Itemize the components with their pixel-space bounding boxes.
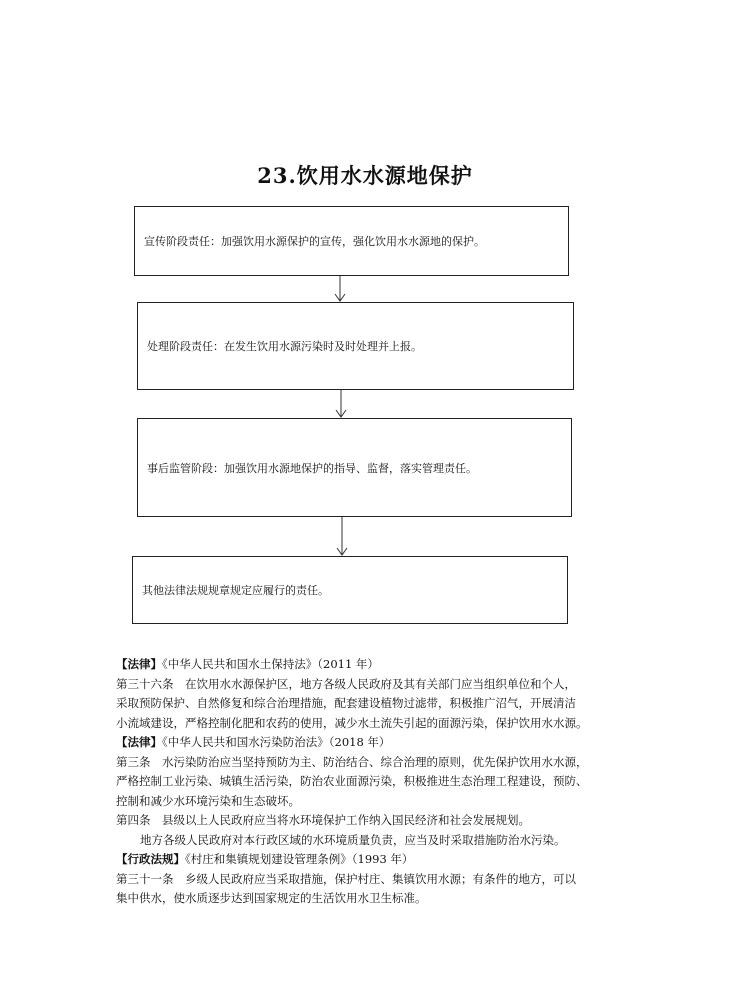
page-title: 23.饮用水水源地保护 [257,163,473,188]
flow-box-publicity-stage [134,206,569,276]
law-text-line: 第三十六条 在饮用水水源保护区，地方各级人民政府及其有关部门应当组织单位和个人， [116,676,576,691]
flow-box-text: 事后监管阶段：加强饮用水源地保护的指导、监督，落实管理责任。 [147,461,477,475]
regulation-tag: 【行政法规】 [116,852,185,866]
law-text-line: 第三条 水污染防治应当坚持预防为主、防治结合、综合治理的原则，优先保护饮用水水源， [116,754,588,769]
law-text-line: 控制和减少水环境污染和生态破坏。 [116,793,300,808]
law-tag: 【法律】 [116,735,162,749]
law-text-line: 严格控制工业污染、城镇生活污染，防治农业面源污染，积极推进生态治理工程建设，预防、 [116,774,588,788]
flow-arrow-down-icon [334,276,346,302]
law-heading [116,655,636,675]
flow-box-handling-stage [137,302,574,390]
flow-arrow-down-icon [335,390,347,418]
law-text-line: 地方各级人民政府对本行政区域的水环境质量负责，应当及时采取措施防治水污染。 [140,832,566,847]
regulation-name: 《村庄和集镇规划建设管理条例》（1993 年） [185,852,414,866]
law-text-line: 小流域建设，严格控制化肥和农药的使用，减少水土流失引起的面源污染，保护饮用水水源。 [116,715,588,730]
flow-box-text: 其他法律法规规章规定应履行的责任。 [142,584,329,597]
regulation-text-line: 第三十一条 乡级人民政府应当采取措施，保护村庄、集镇饮用水源；有条件的地方，可以 [116,871,576,886]
regulation-heading [116,850,636,870]
law-name: 《中华人民共和国水污染防治法》（2018 年） [162,735,391,749]
legal-basis-section [116,655,636,909]
flow-box-supervision-stage [137,418,572,517]
law-tag: 【法律】 [116,657,162,671]
flow-box-text: 处理阶段责任：在发生饮用水源污染时及时处理并上报。 [147,340,422,353]
flow-arrow-down-icon [336,517,348,556]
flow-box-other-duties [132,556,568,624]
law-text-line: 采取预防保护、自然修复和综合治理措施，配套建设植物过滤带，积极推广沼气，开展清洁 [116,696,576,710]
law-name: 《中华人民共和国水土保持法》（2011 年） [162,657,379,671]
flow-box-text: 宣传阶段责任：加强饮用水源保护的宣传，强化饮用水水源地的保护。 [144,235,485,248]
law-text-line: 第四条 县级以上人民政府应当将水环境保护工作纳入国民经济和社会发展规划。 [116,813,530,827]
law-heading [116,733,636,753]
regulation-text-line: 集中供水，使水质逐步达到国家规定的生活饮用水卫生标准。 [116,891,427,905]
